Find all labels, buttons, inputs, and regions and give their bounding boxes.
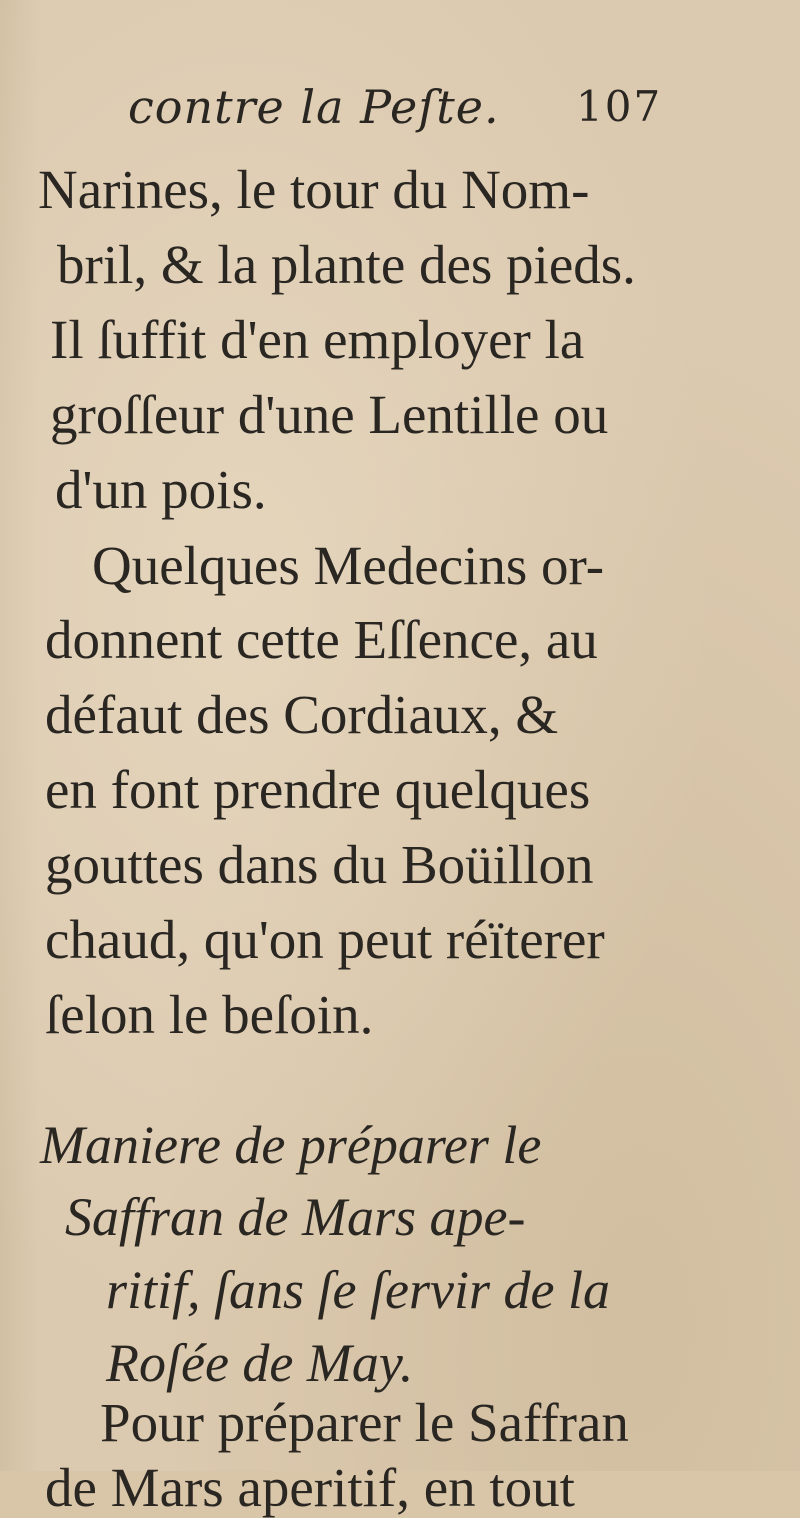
text-line: Pour préparer le Saffran xyxy=(100,1392,629,1453)
page-number: 107 xyxy=(576,82,663,131)
text-line: d'un pois. xyxy=(55,459,267,520)
text-line: défaut des Cordiaux, & xyxy=(45,684,559,745)
text-line: gouttes dans du Boüillon xyxy=(45,834,594,895)
text-line: Narines, le tour du Nom- xyxy=(38,159,590,220)
heading-line: Maniere de préparer le xyxy=(40,1115,542,1175)
text-line: Il ſuffit d'en employer la xyxy=(50,309,585,370)
page-header xyxy=(128,80,728,150)
text-line: en font prendre quelques xyxy=(45,759,591,820)
text-line: bril, & la plante des pieds. xyxy=(57,234,636,295)
text-line: de Mars aperitif, en tout xyxy=(45,1457,575,1518)
text-line: chaud, qu'on peut réïterer xyxy=(45,909,605,970)
heading-line: ritif, ſans ſe ſervir de la xyxy=(106,1260,610,1320)
heading-line: Saffran de Mars ape- xyxy=(65,1187,526,1247)
text-line: Quelques Medecins or- xyxy=(92,535,605,596)
text-line: groſſeur d'une Lentille ou xyxy=(50,384,609,445)
running-title: contre la Peſte. xyxy=(128,80,500,134)
text-line: donnent cette Eſſence, au xyxy=(45,609,598,670)
heading-line: Roſée de May. xyxy=(106,1333,414,1393)
text-line: ſelon le beſoin. xyxy=(45,984,374,1045)
